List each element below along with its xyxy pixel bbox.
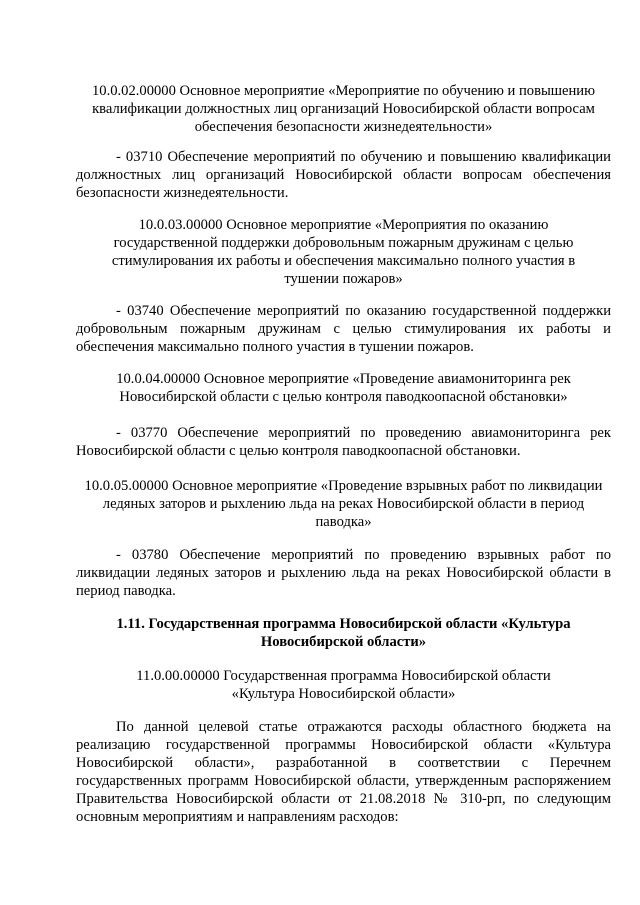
paragraph-03740: - 03740 Обеспечение мероприятий по оказанию государственной поддержки добровольным пожарным дружинам с целью стимулирования их работы и обеспечения максимально полного участия в тушении пожаров. [76, 303, 611, 355]
paragraph-10-0-03: 10.0.03.00000 Основное мероприятие «Мероприятия по оказанию государственной поддержки добровольным пожарным дружинам с целью стимулирования их работы и обеспечения максимально полного участия в тушении пожаров» [111, 217, 576, 287]
section-heading: 1.11. Государственная программа Новосибирской области «Культура Новосибирской области» [116, 616, 571, 650]
paragraph-03780: - 03780 Обеспечение мероприятий по проведению взрывных работ по ликвидации ледяных заторов и рыхлению льда на реках Новосибирской области в период паводка. [76, 547, 611, 599]
paragraph-03710: - 03710 Обеспечение мероприятий по обучению и повышению квалификации должностных лиц организаций Новосибирской области вопросам обеспечения безопасности жизнедеятельности. [76, 149, 611, 201]
paragraph-10-0-02: 10.0.02.00000 Основное мероприятие «Мероприятие по обучению и повышению квалификации должностных лиц организаций Новосибирской области вопросам обеспечения безопасности жизнедеятельности» [91, 83, 596, 135]
paragraph-10-0-04: 10.0.04.00000 Основное мероприятие «Проведение авиамониторинга рек Новосибирской области с целью контроля паводкоопасной обстановки» [116, 371, 571, 405]
paragraph-03770: - 03770 Обеспечение мероприятий по проведению авиамониторинга рек Новосибирской области с целью контроля паводкоопасной обстановки. [76, 425, 611, 459]
paragraph-10-0-05: 10.0.05.00000 Основное мероприятие «Проведение взрывных работ по ликвидации ледяных заторов и рыхлению льда на реках Новосибирской области в период паводка» [84, 478, 603, 530]
paragraph-description: По данной целевой статье отражаются расходы областного бюджета на реализацию государственной программы Новосибирской области «Культура Новосибирской области», разработанной в соответствии с Перечнем государственных программ Новосибирской области, утвержденным распоряжением Правительства Новосибирской области от 21.08.2018 № 310-рп, по следующим основным мероприятиям и направлениям расходов: [76, 719, 611, 825]
paragraph-11-0-00: 11.0.00.00000 Государственная программа Новосибирской области «Культура Новосибирской области» [136, 668, 551, 702]
